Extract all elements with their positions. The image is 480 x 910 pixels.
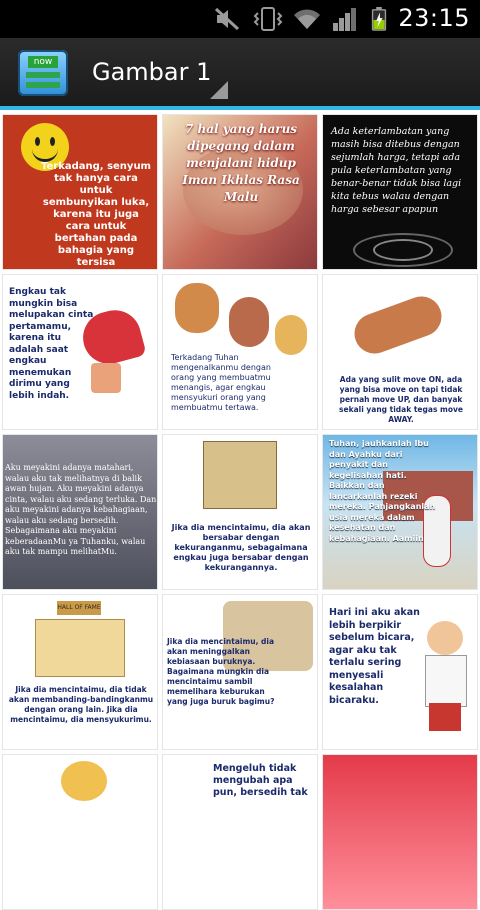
spinner-arrow-icon[interactable] — [210, 81, 228, 99]
battery-charging-icon — [370, 7, 388, 31]
mute-icon — [214, 7, 240, 31]
image-tile[interactable] — [2, 114, 158, 270]
app-icon-label: now — [28, 56, 58, 68]
image-tile[interactable] — [162, 434, 318, 590]
image-tile[interactable] — [322, 754, 478, 910]
image-tile[interactable] — [322, 594, 478, 750]
image-grid — [0, 110, 480, 800]
tile-caption: Ada yang sulit move ON, ada yang bisa move on tapi tidak pernah move UP, dan banyak sekali yang tidak tegas move AWAY. — [339, 375, 463, 424]
tile-caption: Mengeluh tidak mengubah apa pun, bersedih tak — [213, 763, 308, 798]
sign-board — [26, 82, 60, 88]
sign-board — [26, 72, 60, 78]
image-tile[interactable] — [322, 114, 478, 270]
image-tile[interactable] — [2, 594, 158, 750]
hall-of-fame-sign: HALL OF FAME — [57, 601, 101, 615]
character-image — [425, 655, 467, 707]
character-image — [275, 315, 307, 355]
character-image — [35, 619, 125, 677]
wifi-icon — [292, 7, 322, 31]
character-image — [427, 621, 463, 655]
tile-caption: Hari ini aku akan lebih berpikir sebelum bicara, agar aku tak terlalu sering menyesali kesalahan bicaraku. — [329, 607, 420, 706]
app-icon[interactable] — [18, 50, 68, 96]
character-image — [429, 703, 461, 731]
tile-caption: Tuhan, jauhkanlah Ibu dan Ayahku dari penyakit dan kegelisahan hati. Baikkan dan lancarkanlah rezeki mereka. Panjangkanlah usia mereka dalam kesehatan dan kebahagiaan. Aamiin — [329, 439, 436, 543]
tile-caption: Ada keterlambatan yang masih bisa ditebus dengan sejumlah harga, tetapi ada pula keterlambatan yang benar-benar tidak bisa lagi kita tebus walau dengan harga sebesar apapun — [331, 126, 462, 215]
image-tile[interactable] — [2, 754, 158, 910]
ripple-image — [373, 239, 433, 261]
character-image — [175, 283, 219, 333]
character-image — [203, 441, 277, 509]
tile-caption: Jika dia mencintaimu, dia akan meninggalkan kebiasaan buruknya. Bagaimana mungkin dia mencintaimu sambil memelihara keburukan yang juga buruk bagimu? — [167, 637, 275, 706]
tile-caption: Terkadang, senyum tak hanya cara untuk sembunyikan luka, karena itu juga cara untuk bertahan pada bahagia yang tersisa — [41, 161, 151, 268]
image-tile[interactable] — [2, 434, 158, 590]
tile-caption: Jika dia mencintaimu, dia tidak akan membanding-bandingkanmu dengan orang lain. Jika dia mencintaimu, dia mensyukurimu. — [8, 685, 154, 724]
vibrate-icon — [252, 7, 284, 31]
image-tile[interactable] — [162, 594, 318, 750]
tile-caption: Terkadang Tuhan mengenalkanmu dengan orang yang membuatmu menangis, agar engkau mensyukuri orang yang membuatmu tertawa. — [171, 353, 271, 412]
image-tile[interactable] — [322, 274, 478, 430]
image-tile[interactable] — [162, 274, 318, 430]
image-tile[interactable] — [162, 114, 318, 270]
action-bar — [0, 38, 480, 106]
image-tile[interactable] — [322, 434, 478, 590]
status-bar — [0, 0, 480, 38]
page-title-spinner[interactable]: Gambar 1 — [92, 58, 212, 86]
image-tile[interactable] — [162, 754, 318, 910]
character-legs — [91, 363, 121, 393]
character-image — [229, 297, 269, 347]
tile-caption: 7 hal yang harus dipegang dalam menjalani hidup Iman Ikhlas Rasa Malu — [182, 122, 300, 204]
clock: 23:15 — [398, 4, 470, 32]
character-image — [61, 761, 107, 801]
character-image — [349, 291, 447, 359]
signal-icon — [332, 7, 358, 31]
tile-caption: Jika dia mencintaimu, dia akan bersabar dengan kekuranganmu, sebagaimana engkau juga bersabar dengan kekurangannya. — [171, 523, 311, 572]
tile-caption: Engkau tak mungkin bisa melupakan cinta pertamamu, karena itu adalah saat engkau menemukan dirimu yang lebih indah. — [9, 287, 94, 401]
image-tile[interactable] — [2, 274, 158, 430]
tile-caption: Aku meyakini adanya matahari, walau aku tak melihatnya di balik awan hujan. Aku meyakini adanya cinta, walau aku sedang terluka. Dan aku meyakini adanya kebahagiaan, walau aku sedang bersedih. Sebagaimana aku meyakini keberadaanMu ya Tuhanku, walau aku tak mampu melihatMu. — [5, 463, 157, 556]
